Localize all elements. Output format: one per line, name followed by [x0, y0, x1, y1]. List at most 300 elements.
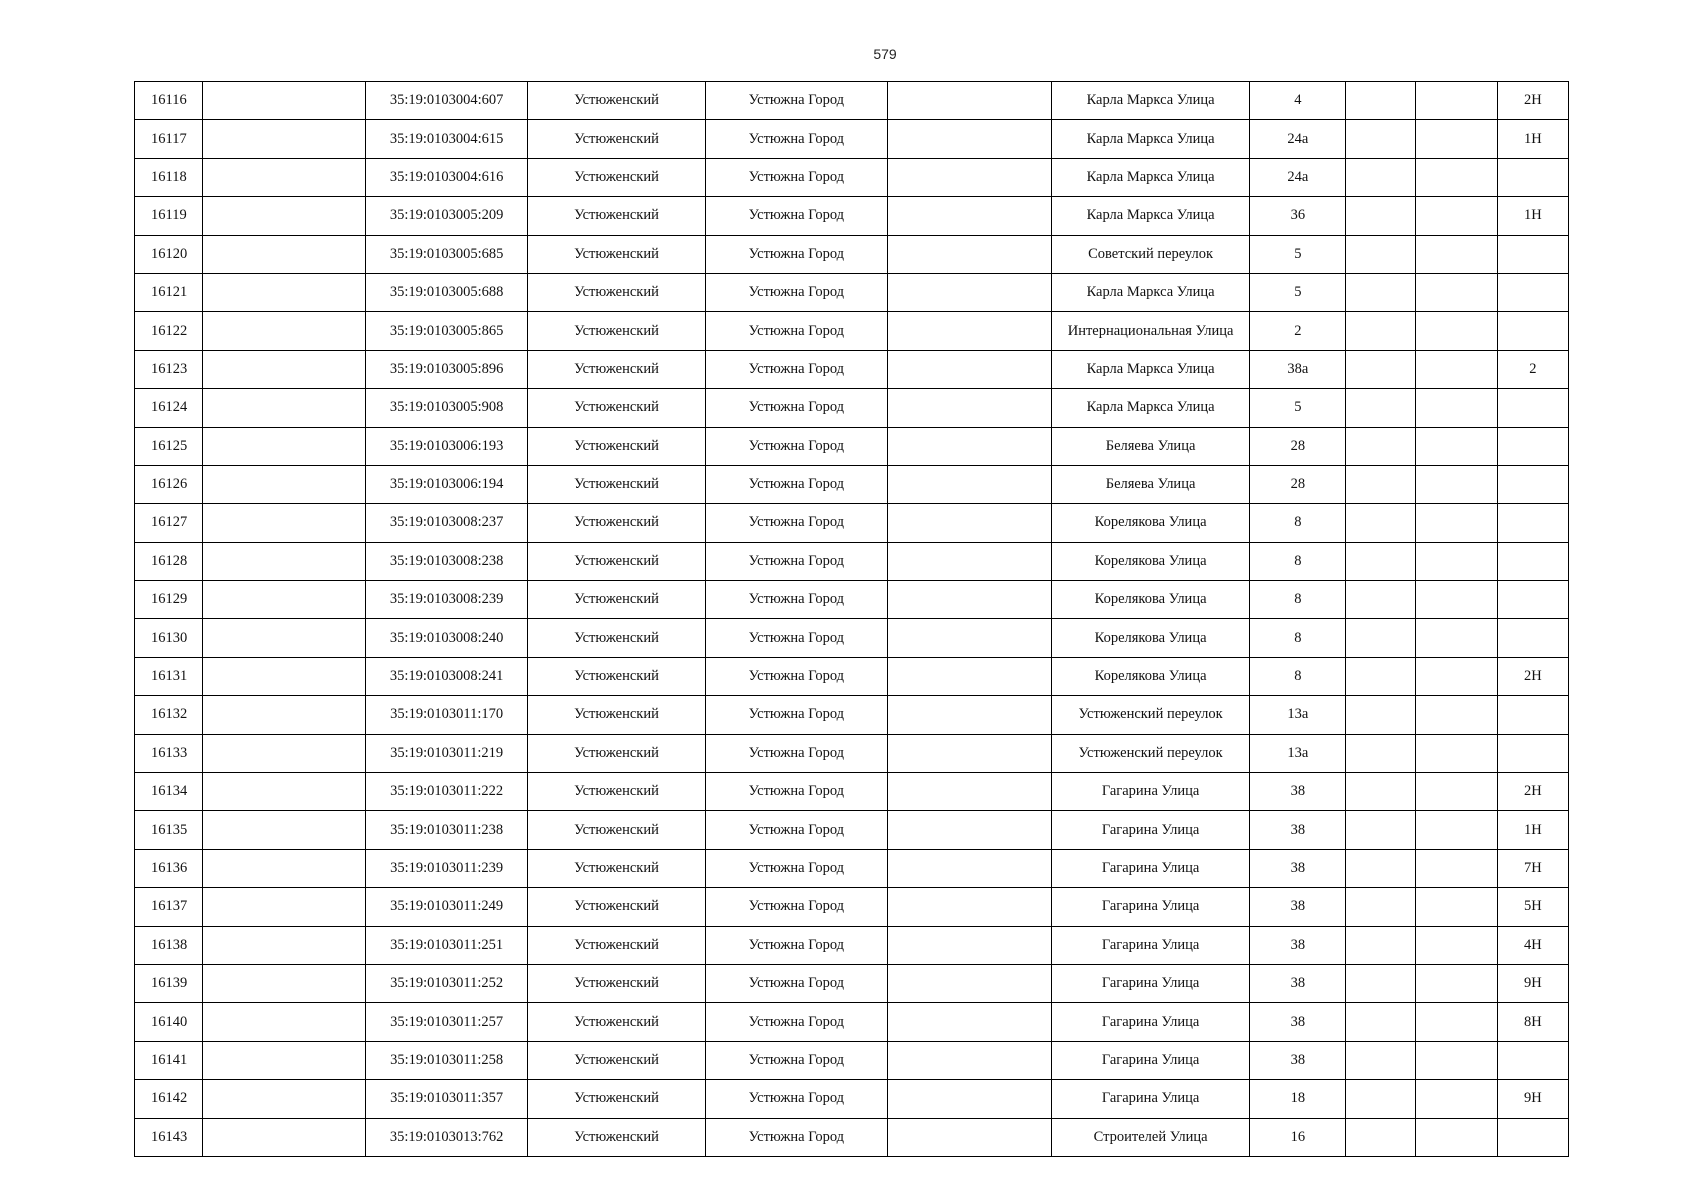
empty-cell: [1415, 120, 1497, 158]
empty-cell: [203, 849, 366, 887]
street-cell: Беляева Улица: [1051, 465, 1249, 503]
table-row: [135, 773, 1569, 811]
empty-cell: [1415, 312, 1497, 350]
district-cell: Устюженский: [527, 273, 705, 311]
premise-number-cell: 7Н: [1497, 849, 1568, 887]
premise-number-cell: [1497, 542, 1568, 580]
street-cell: Гагарина Улица: [1051, 1003, 1249, 1041]
locality-cell: Устюжна Город: [706, 504, 887, 542]
house-number-cell: 28: [1250, 465, 1346, 503]
district-cell: Устюженский: [527, 888, 705, 926]
district-cell: Устюженский: [527, 849, 705, 887]
empty-cell: [887, 82, 1051, 120]
row-number-cell: 16123: [135, 350, 203, 388]
empty-cell: [203, 465, 366, 503]
empty-cell: [1346, 964, 1415, 1002]
cadastral-number-cell: 35:19:0103004:607: [366, 82, 527, 120]
row-number-cell: 16119: [135, 197, 203, 235]
house-number-cell: 5: [1250, 235, 1346, 273]
locality-cell: Устюжна Город: [706, 926, 887, 964]
empty-cell: [1415, 1118, 1497, 1156]
empty-cell: [887, 696, 1051, 734]
empty-cell: [1346, 849, 1415, 887]
cadastral-number-cell: 35:19:0103005:865: [366, 312, 527, 350]
empty-cell: [1346, 82, 1415, 120]
district-cell: Устюженский: [527, 926, 705, 964]
street-cell: Корелякова Улица: [1051, 619, 1249, 657]
empty-cell: [1346, 542, 1415, 580]
empty-cell: [203, 312, 366, 350]
premise-number-cell: [1497, 389, 1568, 427]
premise-number-cell: [1497, 273, 1568, 311]
empty-cell: [203, 389, 366, 427]
empty-cell: [887, 926, 1051, 964]
empty-cell: [203, 581, 366, 619]
district-cell: Устюженский: [527, 1080, 705, 1118]
row-number-cell: 16127: [135, 504, 203, 542]
empty-cell: [203, 657, 366, 695]
row-number-cell: 16142: [135, 1080, 203, 1118]
premise-number-cell: 5Н: [1497, 888, 1568, 926]
cadastral-number-cell: 35:19:0103008:239: [366, 581, 527, 619]
cadastral-number-cell: 35:19:0103006:194: [366, 465, 527, 503]
cadastral-number-cell: 35:19:0103011:222: [366, 773, 527, 811]
premise-number-cell: [1497, 235, 1568, 273]
empty-cell: [203, 158, 366, 196]
empty-cell: [887, 312, 1051, 350]
empty-cell: [1415, 619, 1497, 657]
row-number-cell: 16125: [135, 427, 203, 465]
district-cell: Устюженский: [527, 542, 705, 580]
street-cell: Беляева Улица: [1051, 427, 1249, 465]
street-cell: Карла Маркса Улица: [1051, 350, 1249, 388]
empty-cell: [887, 158, 1051, 196]
premise-number-cell: [1497, 581, 1568, 619]
empty-cell: [887, 120, 1051, 158]
cadastral-number-cell: 35:19:0103008:238: [366, 542, 527, 580]
empty-cell: [203, 1118, 366, 1156]
empty-cell: [1346, 926, 1415, 964]
premise-number-cell: [1497, 312, 1568, 350]
locality-cell: Устюжна Город: [706, 619, 887, 657]
empty-cell: [1415, 696, 1497, 734]
row-number-cell: 16129: [135, 581, 203, 619]
table-row: [135, 197, 1569, 235]
empty-cell: [1415, 1041, 1497, 1079]
house-number-cell: 8: [1250, 504, 1346, 542]
street-cell: Карла Маркса Улица: [1051, 158, 1249, 196]
empty-cell: [203, 696, 366, 734]
empty-cell: [1415, 811, 1497, 849]
street-cell: Карла Маркса Улица: [1051, 197, 1249, 235]
empty-cell: [1346, 465, 1415, 503]
district-cell: Устюженский: [527, 350, 705, 388]
premise-number-cell: [1497, 619, 1568, 657]
locality-cell: Устюжна Город: [706, 964, 887, 1002]
empty-cell: [1346, 581, 1415, 619]
empty-cell: [1346, 427, 1415, 465]
premise-number-cell: 9Н: [1497, 964, 1568, 1002]
locality-cell: Устюжна Город: [706, 581, 887, 619]
house-number-cell: 16: [1250, 1118, 1346, 1156]
table-row: [135, 350, 1569, 388]
premise-number-cell: 9Н: [1497, 1080, 1568, 1118]
locality-cell: Устюжна Город: [706, 273, 887, 311]
premise-number-cell: [1497, 504, 1568, 542]
cadastral-number-cell: 35:19:0103005:908: [366, 389, 527, 427]
street-cell: Корелякова Улица: [1051, 542, 1249, 580]
table-row: [135, 964, 1569, 1002]
empty-cell: [887, 350, 1051, 388]
empty-cell: [1415, 581, 1497, 619]
district-cell: Устюженский: [527, 82, 705, 120]
empty-cell: [887, 964, 1051, 1002]
table-row: [135, 542, 1569, 580]
house-number-cell: 8: [1250, 657, 1346, 695]
empty-cell: [1415, 82, 1497, 120]
empty-cell: [1415, 350, 1497, 388]
empty-cell: [887, 542, 1051, 580]
district-cell: Устюженский: [527, 811, 705, 849]
empty-cell: [1415, 197, 1497, 235]
table-row: [135, 811, 1569, 849]
house-number-cell: 8: [1250, 581, 1346, 619]
locality-cell: Устюжна Город: [706, 1118, 887, 1156]
district-cell: Устюженский: [527, 197, 705, 235]
district-cell: Устюженский: [527, 657, 705, 695]
cadastral-number-cell: 35:19:0103004:615: [366, 120, 527, 158]
premise-number-cell: 2Н: [1497, 657, 1568, 695]
house-number-cell: 38: [1250, 773, 1346, 811]
cadastral-number-cell: 35:19:0103011:257: [366, 1003, 527, 1041]
district-cell: Устюженский: [527, 465, 705, 503]
empty-cell: [1346, 1118, 1415, 1156]
street-cell: Гагарина Улица: [1051, 849, 1249, 887]
empty-cell: [203, 811, 366, 849]
district-cell: Устюженский: [527, 734, 705, 772]
street-cell: Карла Маркса Улица: [1051, 273, 1249, 311]
premise-number-cell: 2Н: [1497, 82, 1568, 120]
table-row: [135, 235, 1569, 273]
row-number-cell: 16139: [135, 964, 203, 1002]
row-number-cell: 16133: [135, 734, 203, 772]
street-cell: Карла Маркса Улица: [1051, 120, 1249, 158]
cadastral-number-cell: 35:19:0103011:170: [366, 696, 527, 734]
premise-number-cell: 2Н: [1497, 773, 1568, 811]
premise-number-cell: [1497, 734, 1568, 772]
cadastral-number-cell: 35:19:0103008:240: [366, 619, 527, 657]
street-cell: Карла Маркса Улица: [1051, 82, 1249, 120]
house-number-cell: 24а: [1250, 158, 1346, 196]
empty-cell: [1346, 235, 1415, 273]
table-row: [135, 619, 1569, 657]
row-number-cell: 16117: [135, 120, 203, 158]
row-number-cell: 16141: [135, 1041, 203, 1079]
row-number-cell: 16135: [135, 811, 203, 849]
locality-cell: Устюжна Город: [706, 197, 887, 235]
street-cell: Гагарина Улица: [1051, 811, 1249, 849]
premise-number-cell: [1497, 1118, 1568, 1156]
district-cell: Устюженский: [527, 312, 705, 350]
premise-number-cell: 1Н: [1497, 197, 1568, 235]
row-number-cell: 16134: [135, 773, 203, 811]
table-row: [135, 312, 1569, 350]
street-cell: Гагарина Улица: [1051, 964, 1249, 1002]
empty-cell: [1415, 1080, 1497, 1118]
locality-cell: Устюжна Город: [706, 888, 887, 926]
empty-cell: [1415, 158, 1497, 196]
cadastral-number-cell: 35:19:0103005:209: [366, 197, 527, 235]
table-row: [135, 1003, 1569, 1041]
district-cell: Устюженский: [527, 235, 705, 273]
row-number-cell: 16130: [135, 619, 203, 657]
district-cell: Устюженский: [527, 389, 705, 427]
empty-cell: [203, 773, 366, 811]
street-cell: Корелякова Улица: [1051, 504, 1249, 542]
empty-cell: [887, 273, 1051, 311]
empty-cell: [1346, 773, 1415, 811]
empty-cell: [203, 1080, 366, 1118]
empty-cell: [203, 273, 366, 311]
empty-cell: [887, 657, 1051, 695]
street-cell: Советский переулок: [1051, 235, 1249, 273]
empty-cell: [1415, 926, 1497, 964]
house-number-cell: 38: [1250, 1041, 1346, 1079]
district-cell: Устюженский: [527, 427, 705, 465]
empty-cell: [203, 964, 366, 1002]
empty-cell: [887, 389, 1051, 427]
empty-cell: [1346, 197, 1415, 235]
empty-cell: [887, 235, 1051, 273]
district-cell: Устюженский: [527, 120, 705, 158]
locality-cell: Устюжна Город: [706, 773, 887, 811]
empty-cell: [887, 1041, 1051, 1079]
cadastral-number-cell: 35:19:0103011:258: [366, 1041, 527, 1079]
table-row: [135, 465, 1569, 503]
locality-cell: Устюжна Город: [706, 657, 887, 695]
locality-cell: Устюжна Город: [706, 427, 887, 465]
empty-cell: [1346, 120, 1415, 158]
empty-cell: [887, 197, 1051, 235]
empty-cell: [1346, 1041, 1415, 1079]
row-number-cell: 16120: [135, 235, 203, 273]
empty-cell: [887, 504, 1051, 542]
empty-cell: [203, 734, 366, 772]
table-row: [135, 657, 1569, 695]
locality-cell: Устюжна Город: [706, 1003, 887, 1041]
street-cell: Гагарина Улица: [1051, 1041, 1249, 1079]
empty-cell: [1415, 888, 1497, 926]
empty-cell: [1415, 734, 1497, 772]
district-cell: Устюженский: [527, 581, 705, 619]
house-number-cell: 38а: [1250, 350, 1346, 388]
row-number-cell: 16128: [135, 542, 203, 580]
table-row: [135, 849, 1569, 887]
street-cell: Корелякова Улица: [1051, 581, 1249, 619]
street-cell: Интернациональная Улица: [1051, 312, 1249, 350]
cadastral-number-cell: 35:19:0103011:249: [366, 888, 527, 926]
cadastral-number-cell: 35:19:0103004:616: [366, 158, 527, 196]
empty-cell: [203, 504, 366, 542]
empty-cell: [1415, 542, 1497, 580]
empty-cell: [203, 427, 366, 465]
cadastral-number-cell: 35:19:0103011:238: [366, 811, 527, 849]
cadastral-number-cell: 35:19:0103008:241: [366, 657, 527, 695]
empty-cell: [887, 1003, 1051, 1041]
district-cell: Устюженский: [527, 1041, 705, 1079]
house-number-cell: 4: [1250, 82, 1346, 120]
row-number-cell: 16118: [135, 158, 203, 196]
house-number-cell: 5: [1250, 273, 1346, 311]
page-number: 579: [873, 46, 897, 62]
cadastral-number-cell: 35:19:0103008:237: [366, 504, 527, 542]
cadastral-number-cell: 35:19:0103005:685: [366, 235, 527, 273]
cadastral-number-cell: 35:19:0103005:896: [366, 350, 527, 388]
locality-cell: Устюжна Город: [706, 849, 887, 887]
house-number-cell: 13а: [1250, 696, 1346, 734]
district-cell: Устюженский: [527, 1003, 705, 1041]
empty-cell: [1346, 1080, 1415, 1118]
locality-cell: Устюжна Город: [706, 1041, 887, 1079]
empty-cell: [1346, 158, 1415, 196]
empty-cell: [1415, 389, 1497, 427]
locality-cell: Устюжна Город: [706, 1080, 887, 1118]
table-row: [135, 888, 1569, 926]
locality-cell: Устюжна Город: [706, 389, 887, 427]
empty-cell: [203, 1003, 366, 1041]
locality-cell: Устюжна Город: [706, 235, 887, 273]
empty-cell: [1415, 773, 1497, 811]
empty-cell: [1346, 273, 1415, 311]
street-cell: Строителей Улица: [1051, 1118, 1249, 1156]
cadastral-number-cell: 35:19:0103006:193: [366, 427, 527, 465]
empty-cell: [203, 888, 366, 926]
cadastral-number-cell: 35:19:0103011:219: [366, 734, 527, 772]
house-number-cell: 38: [1250, 926, 1346, 964]
empty-cell: [1415, 1003, 1497, 1041]
street-cell: Гагарина Улица: [1051, 888, 1249, 926]
empty-cell: [203, 926, 366, 964]
house-number-cell: 38: [1250, 1003, 1346, 1041]
table-row: [135, 734, 1569, 772]
house-number-cell: 36: [1250, 197, 1346, 235]
empty-cell: [203, 82, 366, 120]
table-row: [135, 427, 1569, 465]
house-number-cell: 28: [1250, 427, 1346, 465]
empty-cell: [1415, 427, 1497, 465]
empty-cell: [887, 581, 1051, 619]
row-number-cell: 16116: [135, 82, 203, 120]
empty-cell: [887, 619, 1051, 657]
house-number-cell: 38: [1250, 849, 1346, 887]
empty-cell: [887, 849, 1051, 887]
premise-number-cell: 2: [1497, 350, 1568, 388]
premise-number-cell: [1497, 1041, 1568, 1079]
empty-cell: [1346, 1003, 1415, 1041]
empty-cell: [1415, 273, 1497, 311]
house-number-cell: 2: [1250, 312, 1346, 350]
registry-table: [134, 81, 1569, 1157]
premise-number-cell: 1Н: [1497, 811, 1568, 849]
table-row: [135, 581, 1569, 619]
street-cell: Гагарина Улица: [1051, 926, 1249, 964]
cadastral-number-cell: 35:19:0103011:251: [366, 926, 527, 964]
locality-cell: Устюжна Город: [706, 811, 887, 849]
empty-cell: [1415, 235, 1497, 273]
locality-cell: Устюжна Город: [706, 120, 887, 158]
empty-cell: [887, 1080, 1051, 1118]
table-row: [135, 1080, 1569, 1118]
district-cell: Устюженский: [527, 1118, 705, 1156]
empty-cell: [887, 465, 1051, 503]
premise-number-cell: [1497, 696, 1568, 734]
cadastral-number-cell: 35:19:0103011:239: [366, 849, 527, 887]
empty-cell: [1346, 657, 1415, 695]
premise-number-cell: [1497, 158, 1568, 196]
empty-cell: [203, 120, 366, 158]
empty-cell: [1415, 504, 1497, 542]
table-row: [135, 82, 1569, 120]
locality-cell: Устюжна Город: [706, 465, 887, 503]
empty-cell: [1346, 504, 1415, 542]
row-number-cell: 16126: [135, 465, 203, 503]
district-cell: Устюженский: [527, 696, 705, 734]
street-cell: Корелякова Улица: [1051, 657, 1249, 695]
empty-cell: [887, 1118, 1051, 1156]
empty-cell: [1346, 888, 1415, 926]
empty-cell: [203, 619, 366, 657]
empty-cell: [1346, 734, 1415, 772]
cadastral-number-cell: 35:19:0103013:762: [366, 1118, 527, 1156]
empty-cell: [1346, 350, 1415, 388]
empty-cell: [887, 811, 1051, 849]
district-cell: Устюженский: [527, 504, 705, 542]
district-cell: Устюженский: [527, 964, 705, 1002]
registry-body: [135, 82, 1569, 1157]
premise-number-cell: 8Н: [1497, 1003, 1568, 1041]
empty-cell: [203, 542, 366, 580]
district-cell: Устюженский: [527, 619, 705, 657]
empty-cell: [203, 197, 366, 235]
row-number-cell: 16140: [135, 1003, 203, 1041]
row-number-cell: 16124: [135, 389, 203, 427]
row-number-cell: 16132: [135, 696, 203, 734]
empty-cell: [203, 350, 366, 388]
premise-number-cell: [1497, 427, 1568, 465]
empty-cell: [1346, 312, 1415, 350]
house-number-cell: 8: [1250, 619, 1346, 657]
locality-cell: Устюжна Город: [706, 82, 887, 120]
empty-cell: [1415, 849, 1497, 887]
row-number-cell: 16138: [135, 926, 203, 964]
district-cell: Устюженский: [527, 158, 705, 196]
house-number-cell: 38: [1250, 964, 1346, 1002]
house-number-cell: 38: [1250, 811, 1346, 849]
empty-cell: [1415, 465, 1497, 503]
row-number-cell: 16121: [135, 273, 203, 311]
empty-cell: [1346, 696, 1415, 734]
house-number-cell: 5: [1250, 389, 1346, 427]
street-cell: Устюженский переулок: [1051, 696, 1249, 734]
locality-cell: Устюжна Город: [706, 542, 887, 580]
street-cell: Гагарина Улица: [1051, 773, 1249, 811]
street-cell: Гагарина Улица: [1051, 1080, 1249, 1118]
empty-cell: [1415, 964, 1497, 1002]
locality-cell: Устюжна Город: [706, 312, 887, 350]
locality-cell: Устюжна Город: [706, 696, 887, 734]
premise-number-cell: [1497, 465, 1568, 503]
house-number-cell: 13а: [1250, 734, 1346, 772]
